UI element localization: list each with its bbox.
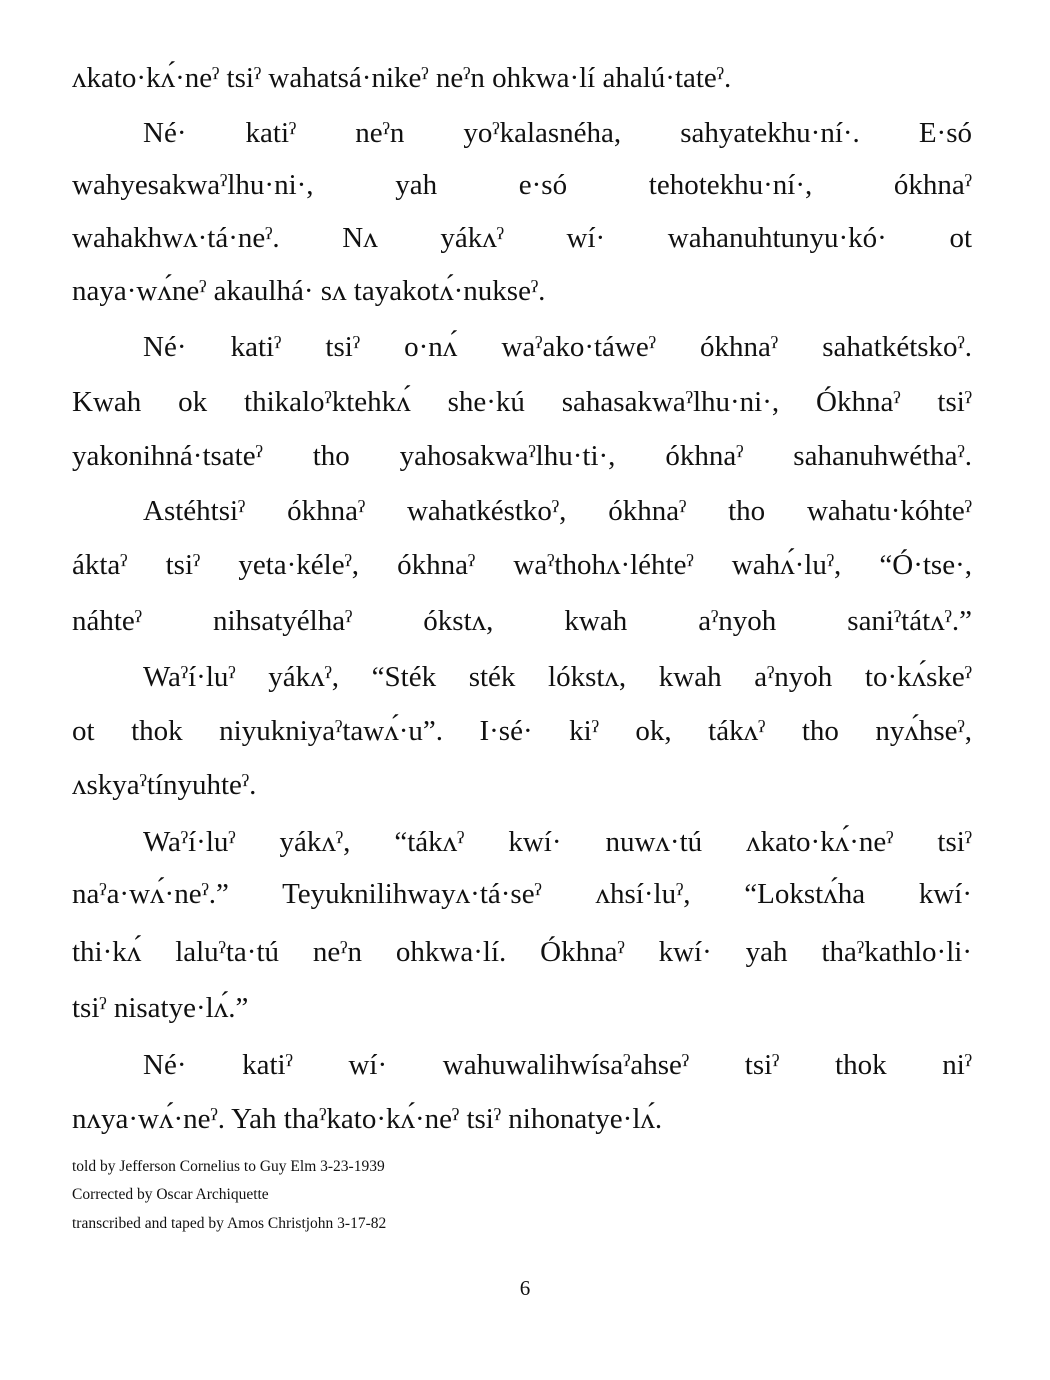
text-line: ʌskyaˀtínyuhteˀ. xyxy=(72,769,257,801)
text-line: Waˀí·luˀ yákʌˀ, “tákʌˀ kwí· nuwʌ·tú ʌkato·kʌ́·neˀ tsiˀ xyxy=(143,826,972,858)
text-line: áktaˀ tsiˀ yeta·kéleˀ, ókhnaˀ waˀthohʌ·léhteˀ wahʌ́·luˀ, “Ó·tse·, xyxy=(72,549,972,581)
text-line: naya·wʌ́neˀ akaulhá· sʌ tayakotʌ́·nukseˀ. xyxy=(72,275,546,307)
text-line: náhteˀ nihsatyélhaˀ ókstʌ, kwah aˀnyoh saniˀtátʌˀ.” xyxy=(72,605,972,637)
text-line: Né· katiˀ tsiˀ o·nʌ́ waˀako·táweˀ ókhnaˀ sahatkétskoˀ. xyxy=(143,331,972,363)
text-line: ot thok niyukniyaˀtawʌ́·u”. I·sé· kiˀ ok, tákʌˀ tho nyʌ́hseˀ, xyxy=(72,715,972,747)
text-line: naˀa·wʌ́·neˀ.” Teyuknilihwayʌ·tá·seˀ ʌhsí·luˀ, “Lokstʌ́ha kwí· xyxy=(72,878,972,910)
text-line: Waˀí·luˀ yákʌˀ, “Sték sték lókstʌ, kwah aˀnyoh to·kʌ́skeˀ xyxy=(143,661,972,693)
text-line: ʌkato·kʌ́·neˀ tsiˀ wahatsá·nikeˀ neˀn ohkwa·lí ahalú·tateˀ. xyxy=(72,62,732,94)
credit-line: told by Jefferson Cornelius to Guy Elm 3-23-1939 xyxy=(72,1158,385,1175)
text-line: Kwah ok thikaloˀktehkʌ́ she·kú sahasakwaˀlhu·ni·, Ókhnaˀ tsiˀ xyxy=(72,386,972,418)
page-number: 6 xyxy=(519,1276,531,1300)
text-line: thi·kʌ́ laluˀta·tú neˀn ohkwa·lí. Ókhnaˀ kwí· yah thaˀkathlo·li· xyxy=(72,936,972,968)
text-line: tsiˀ nisatye·lʌ́.” xyxy=(72,992,249,1024)
text-line: Astéhtsiˀ ókhnaˀ wahatkéstkoˀ, ókhnaˀ tho wahatu·kóhteˀ xyxy=(143,495,972,527)
text-line: nʌya·wʌ́·neˀ. Yah thaˀkato·kʌ́·neˀ tsiˀ nihonatye·lʌ́. xyxy=(72,1103,663,1135)
credit-line: transcribed and taped by Amos Christjohn 3-17-82 xyxy=(72,1215,387,1232)
text-line: wahakhwʌ·tá·neˀ. Nʌ yákʌˀ wí· wahanuhtunyu·kó· ot xyxy=(72,222,972,254)
text-line: Né· katiˀ neˀn yoˀkalasnéha, sahyatekhu·ní·. E·só xyxy=(143,117,972,149)
credit-line: Corrected by Oscar Archiquette xyxy=(72,1186,269,1203)
text-line: yakonihná·tsateˀ tho yahosakwaˀlhu·ti·, ókhnaˀ sahanuhwéthaˀ. xyxy=(72,440,972,472)
text-line: wahyesakwaˀlhu·ni·, yah e·só tehotekhu·ní·, ókhnaˀ xyxy=(72,169,972,201)
text-line: Né· katiˀ wí· wahuwalihwísaˀahseˀ tsiˀ thok niˀ xyxy=(143,1049,972,1081)
